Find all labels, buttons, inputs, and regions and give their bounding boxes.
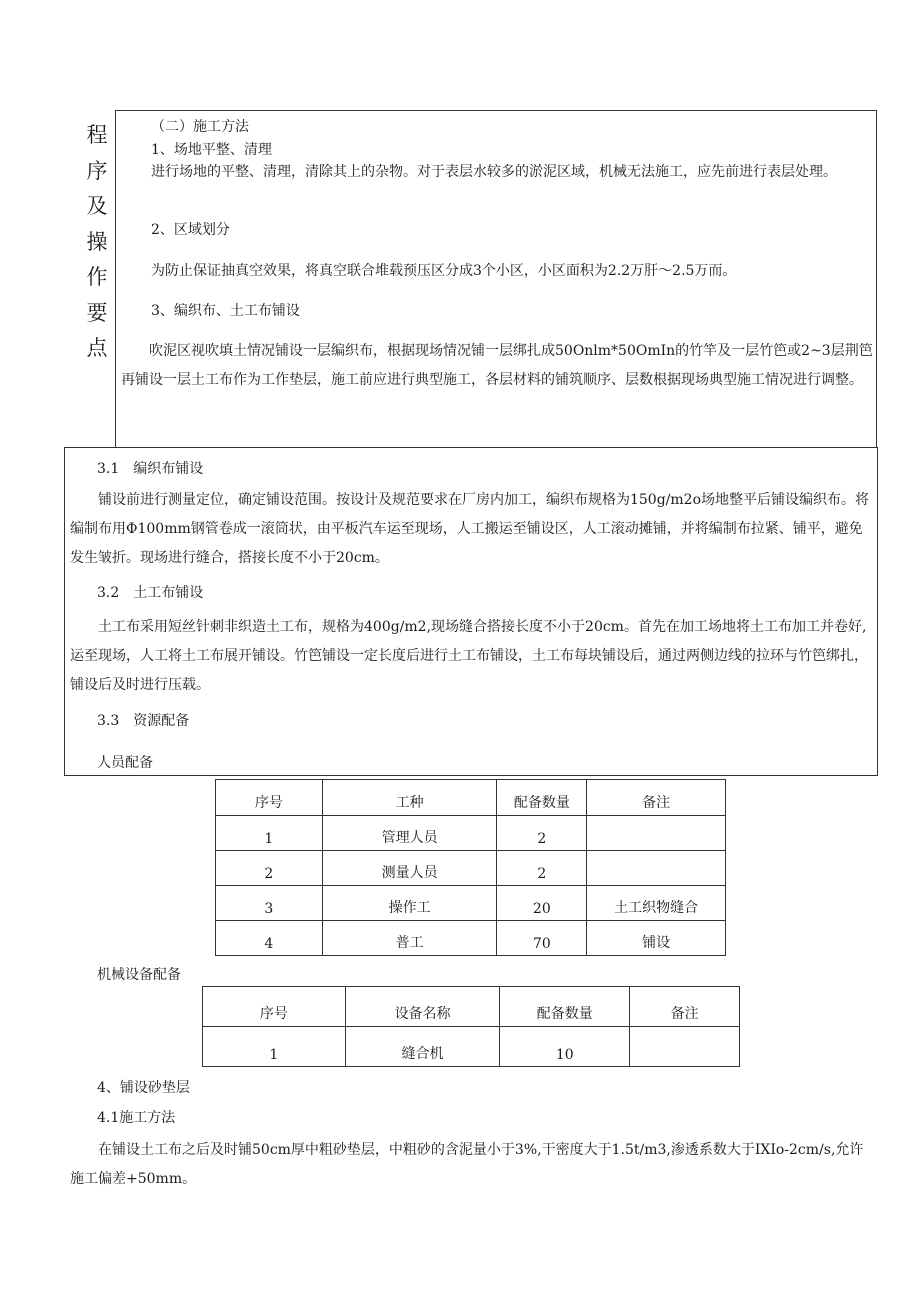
table-cell: 2 (497, 816, 587, 851)
table-cell: 10 (500, 1027, 630, 1067)
machinery-table (202, 986, 740, 1067)
table-cell (587, 851, 726, 886)
side-label-char: 要 (86, 300, 108, 325)
paragraph: 铺设前进行测量定位，确定铺设范围。按设计及规范要求在厂房内加工，编织布规格为150g∕m2o场地整平后铺设编织布。将编制布用Φ100mm钢管卷成一滚筒状，由平板汽车运至现场，人工搬运至铺设区，人工滚动摊铺，并将编制布拉紧、铺平，避免发生皱折。现场进行缝合，搭接长度不小于20cm。 (70, 492, 870, 566)
subsection-title: 1、场地平整、清理 (151, 142, 272, 158)
table-header-cell: 配备数量 (500, 987, 630, 1027)
subsection-title: 3.3 资源配备 (97, 713, 190, 729)
table-cell: 70 (497, 921, 587, 956)
table-header-cell: 备注 (587, 780, 726, 816)
table-cell: 测量人员 (322, 851, 497, 886)
subsection-title: 机械设备配备 (97, 967, 181, 983)
table-cell (630, 1027, 740, 1067)
table-cell: 操作工 (322, 886, 497, 921)
paragraph: 在铺设土工布之后及时铺50cm厚中粗砂垫层，中粗砂的含泥量小于3%,干密度大于1.5t∕m3,渗透系数大于IXIo-2cm∕s,允许施工偏差+50mm。 (70, 1142, 864, 1187)
table-cell: 缝合机 (345, 1027, 500, 1067)
table-cell: 4 (216, 921, 323, 956)
subsection-title: 3.1 编织布铺设 (97, 461, 204, 477)
table-cell: 铺设 (587, 921, 726, 956)
table-cell: 土工织物缝合 (587, 886, 726, 921)
subsection-title: 4、铺设砂垫层 (97, 1080, 190, 1096)
table-header-cell: 配备数量 (497, 780, 587, 816)
subsection-title: 3、编织布、土工布铺设 (151, 303, 300, 319)
table-header-row (216, 780, 726, 816)
paragraph: 土工布采用短丝针刺非织造土工布，规格为400g∕m2,现场缝合搭接长度不小于20cm。首先在加工场地将土工布加工并卷好,运至现场，人工将土工布展开铺设。竹笆铺设一定长度后进行土工布铺设，土工布每块铺设后，通过两侧边线的拉环与竹笆绑扎，铺设后及时进行压载。 (70, 619, 868, 693)
table-cell: 管理人员 (322, 816, 497, 851)
table-header-cell: 序号 (216, 780, 323, 816)
paragraph: 为防止保证抽真空效果，将真空联合堆载预压区分成3个小区，小区面积为2.2万肝～2.5万而。 (151, 263, 737, 279)
side-label-char: 程 (86, 123, 108, 147)
table-header-cell: 设备名称 (345, 987, 500, 1027)
subsection-title: 3.2 土工布铺设 (97, 585, 204, 601)
table-row (203, 1027, 740, 1067)
table-cell: 3 (216, 886, 323, 921)
side-label-char: 操 (86, 229, 108, 254)
table-header-cell: 工种 (322, 780, 497, 816)
side-label (82, 118, 112, 367)
subsection-title: 人员配备 (97, 755, 153, 771)
paragraph: 吹泥区视吹填土情况铺设一层编织布，根据现场情况铺一层绑扎成50Onlm*50OmIn的竹竿及一层竹笆或2~3层荆笆再铺设一层土工布作为工作垫层，施工前应进行典型施工，各层材料的铺筑顺序、层数根据现场典型施工情况进行调整。 (121, 343, 873, 388)
table-cell: 2 (216, 851, 323, 886)
table-cell: 1 (216, 816, 323, 851)
side-label-char: 作 (86, 265, 108, 289)
subsection-title: 4.1施工方法 (97, 1110, 176, 1126)
table-row (216, 816, 726, 851)
side-label-char: 序 (86, 158, 108, 183)
personnel-table (215, 779, 726, 956)
paragraph: 进行场地的平整、清理，清除其上的杂物。对于表层水较多的淤泥区域，机械无法施工，应先前进行表层处理。 (151, 164, 837, 180)
table-row (216, 921, 726, 956)
table-cell: 普工 (322, 921, 497, 956)
subsection-title: 2、区域划分 (151, 222, 230, 238)
table-row (216, 886, 726, 921)
table-cell: 1 (203, 1027, 346, 1067)
table-header-cell: 序号 (203, 987, 346, 1027)
table-header-cell: 备注 (630, 987, 740, 1027)
table-cell (587, 816, 726, 851)
table-row (216, 851, 726, 886)
table-cell: 2 (497, 851, 587, 886)
table-cell: 20 (497, 886, 587, 921)
side-label-char: 及 (86, 194, 108, 218)
table-header-row (203, 987, 740, 1027)
section-heading: （二）施工方法 (151, 119, 249, 135)
side-label-char: 点 (86, 336, 108, 360)
